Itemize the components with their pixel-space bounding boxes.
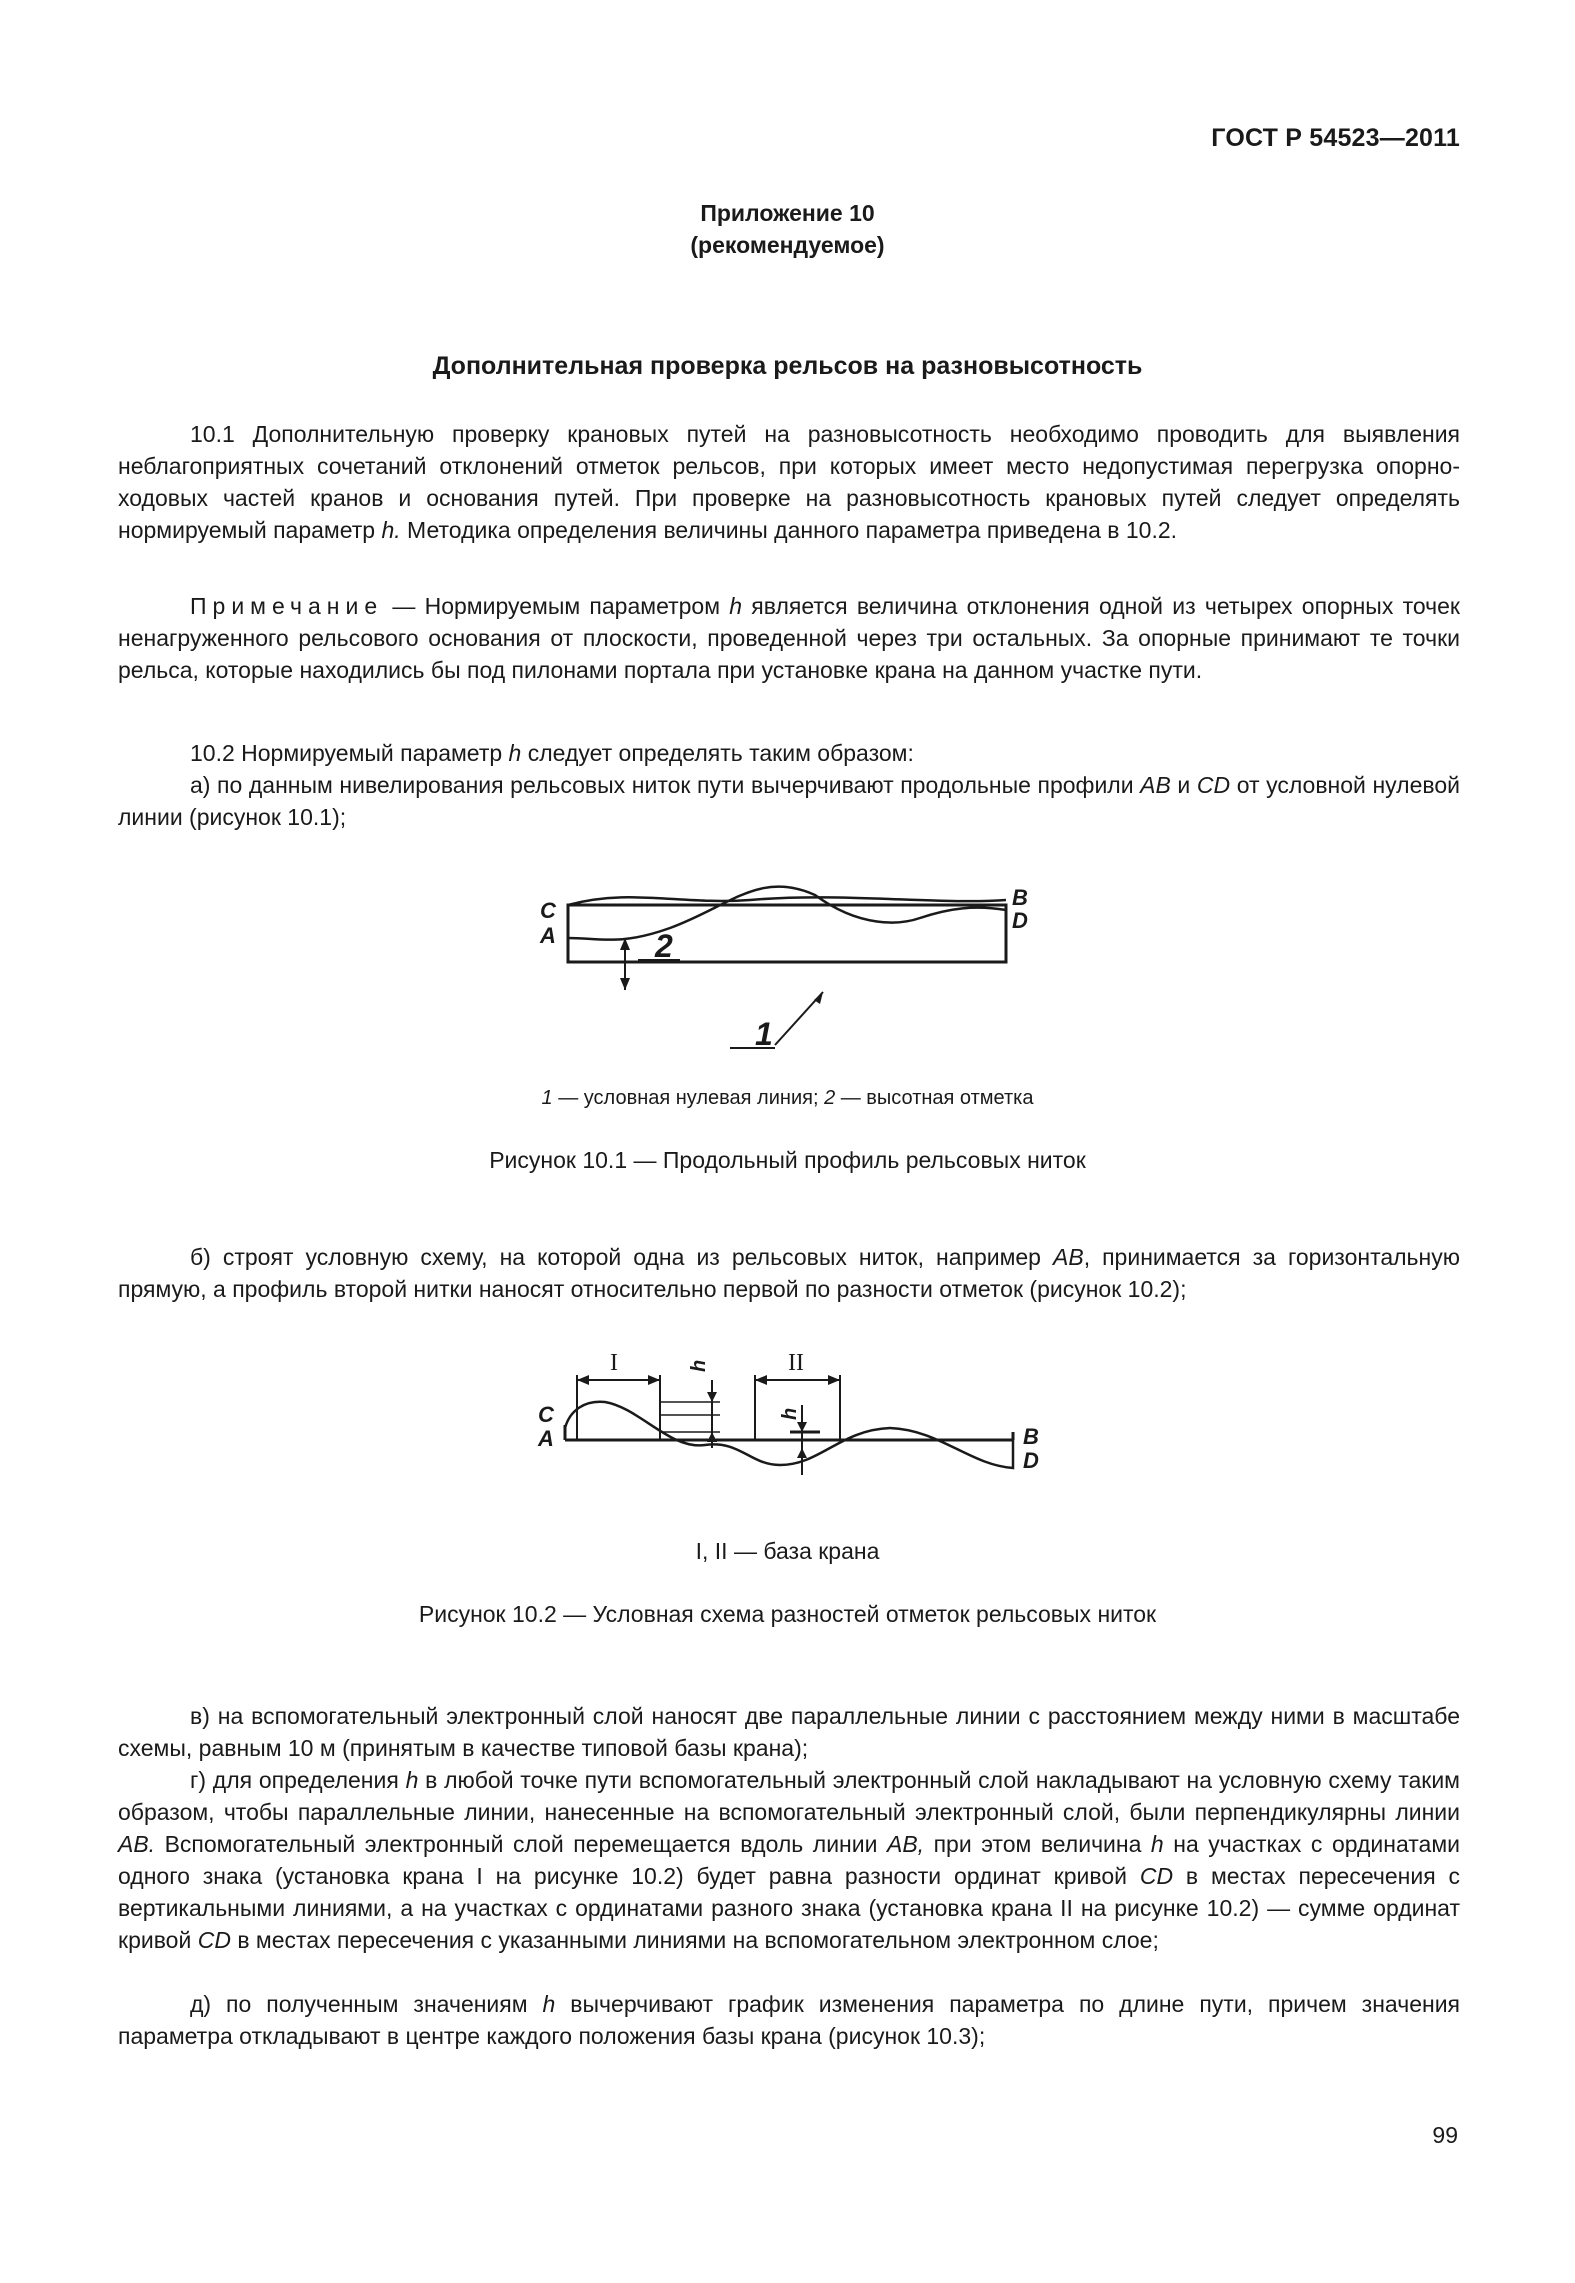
appendix-status: (рекомендуемое) — [690, 232, 885, 258]
label-b: B — [1023, 1424, 1039, 1449]
h2-arrowhead-bottom — [797, 1448, 807, 1458]
figure-10-2-legend: I, II — база крана — [695, 1538, 880, 1564]
figure-10-1 — [520, 870, 1080, 1060]
paragraph-10-2: 10.2 Нормируемый параметр h следует определять таким образом: — [190, 740, 914, 766]
base-ii-arrow-left — [755, 1375, 767, 1385]
label-2: 2 — [655, 928, 673, 964]
page-number: 99 — [1432, 2122, 1458, 2148]
figure-10-2-caption: Рисунок 10.2 — Условная схема разностей отметок рельсовых ниток — [418, 1601, 1157, 1627]
item-a: а) по данным нивелирования рельсовых ниток пути вычерчивают продольные профили AB и CD от условной нулевой линии (рисунок 10.1); — [118, 772, 1460, 830]
section-title: Дополнительная проверка рельсов на разновысотность — [432, 352, 1143, 380]
base-i-arrow-right — [648, 1375, 660, 1385]
label-c: C — [540, 898, 556, 923]
item-g: г) для определения h в любой точке пути вспомогательный электронный слой накладывают на условную схему таким образом, чтобы параллельные линии, нанесенные на вспомогательный электронный слой, были перпендикулярны линии AB. Вспомогательный электронный слой перемещается вдоль линии AB, при этом величина h на участках с ординатами одного знака (установка крана I на рисунке 10.2) будет равна разности ординат кривой CD в местах пересечения с вертикальными линиями, а на участках с ординатами разного знака (установка крана II на рисунке 10.2) — сумме ординат кривой CD в местах пересечения с указанными линиями на вспомогательном электронном слое; — [118, 1767, 1461, 1953]
note-label: Примечание — [190, 593, 384, 619]
label-a: A — [538, 1426, 554, 1451]
h1-arrowhead-top — [707, 1392, 717, 1402]
h1-arrowhead-bottom — [707, 1432, 717, 1442]
label-d: D — [1023, 1448, 1039, 1473]
figure-10-2 — [520, 1340, 1080, 1510]
label-b: B — [1012, 885, 1028, 910]
document-code: ГОСТ Р 54523—2011 — [1211, 124, 1460, 152]
base-i-arrow-left — [577, 1375, 589, 1385]
paragraph-10-1: 10.1 Дополнительную проверку крановых путей на разновысотность необходимо проводить для выявления неблагоприятных сочетаний отклонений отметок рельсов, при которых имеет место недопустимая перегрузка опорно-ходовых частей кранов и основания путей. При проверке на разновысотность крановых путей следует определять нормируемый параметр h. Методика определения величины данного параметра приведена в 10.2. — [118, 421, 1460, 543]
label-1: 1 — [755, 1016, 773, 1052]
figure-10-1-legend: 1 — условная нулевая линия; 2 — высотная отметка — [541, 1087, 1034, 1109]
label-h1: h — [688, 1359, 710, 1372]
label-c: C — [538, 1402, 554, 1427]
height-mark-arrowhead-bottom — [620, 978, 630, 990]
note-paragraph: Примечание — Нормируемым параметром h является величина отклонения одной из четырех опорных точек ненагруженного рельсового основания от плоскости, проведенной через три остальных. За опорные принимают те точки рельса, которые находились бы под пилонами портала при установке крана на данном участке пути. — [118, 593, 1460, 683]
item-b: б) строят условную схему, на которой одна из рельсовых ниток, например AB, принимается за горизонтальную прямую, а профиль второй нитки наносят относительно первой по разности отметок (рисунок 10.2); — [118, 1244, 1460, 1302]
label-base-ii: II — [788, 1350, 804, 1376]
label-d: D — [1012, 908, 1028, 933]
item-d: д) по полученным значениям h вычерчивают график изменения параметра по длине пути, причем значения параметра откладывают в центре каждого положения базы крана (рисунок 10.3); — [118, 1991, 1460, 2049]
label-base-i: I — [610, 1350, 618, 1376]
item-v: в) на вспомогательный электронный слой наносят две параллельные линии с расстоянием между ними в масштабе схемы, равным 10 м (принятым в качестве типовой базы крана); — [118, 1703, 1460, 1761]
appendix-number: Приложение 10 — [700, 200, 875, 226]
leader-1-arrowhead — [814, 992, 823, 1004]
base-ii-arrow-right — [828, 1375, 840, 1385]
zero-line-frame — [568, 905, 1006, 962]
label-a: A — [540, 923, 556, 948]
figure-10-1-caption: Рисунок 10.1 — Продольный профиль рельсовых ниток — [489, 1147, 1086, 1173]
profile-ab — [568, 887, 1006, 940]
label-h2: h — [779, 1407, 801, 1420]
